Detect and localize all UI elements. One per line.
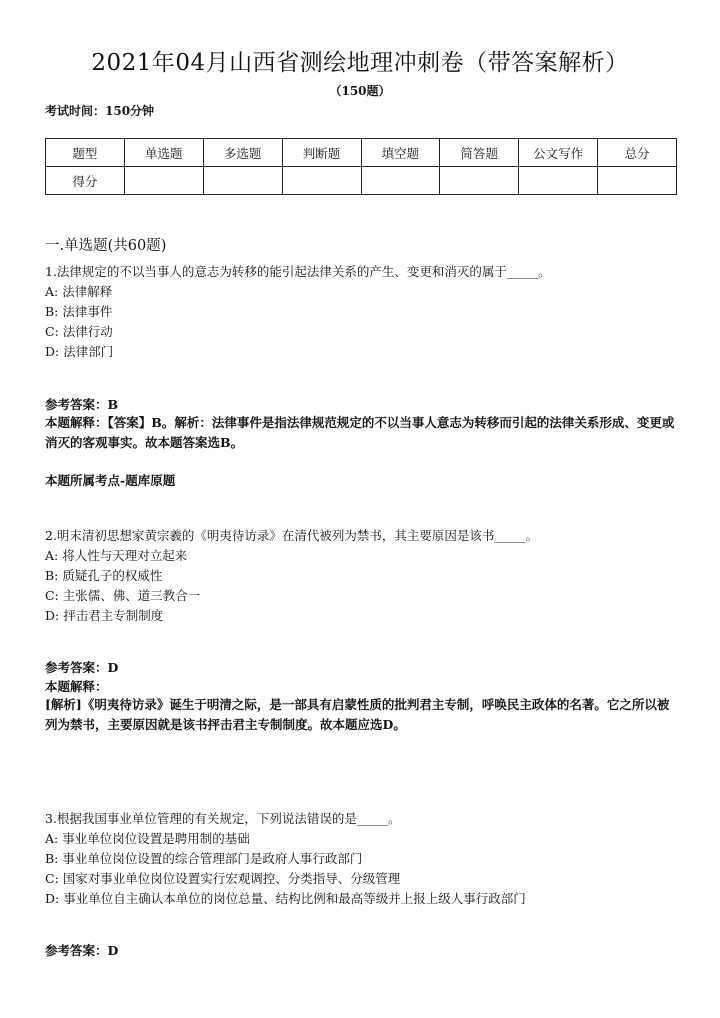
score-cell xyxy=(519,167,598,195)
option-b: B: 法律事件 xyxy=(45,304,113,319)
score-cell xyxy=(361,167,440,195)
score-table xyxy=(45,138,677,195)
option-b: B: 事业单位岗位设置的综合管理部门是政府人事行政部门 xyxy=(45,851,363,866)
option-a: A: 事业单位岗位设置是聘用制的基础 xyxy=(45,831,250,846)
question-stem: 1.法律规定的不以当事人的意志为转移的能引起法律关系的产生、变更和消灭的属于_____。 xyxy=(45,264,551,279)
question-stem: 2.明末清初思想家黄宗羲的《明夷待访录》在清代被列为禁书，其主要原因是该书_____。 xyxy=(45,528,539,543)
option-d: D: 事业单位自主确认本单位的岗位总量、结构比例和最高等级并上报上级人事行政部门 xyxy=(45,891,526,906)
source-1: 本题所属考点-题库原题 xyxy=(45,473,176,488)
question-2 xyxy=(45,526,677,626)
page-title: 2021年04月山西省测绘地理冲刺卷（带答案解析） xyxy=(91,50,629,76)
score-cell xyxy=(598,167,677,195)
score-cell xyxy=(124,167,203,195)
explanation-label-2: 本题解释： xyxy=(45,679,108,694)
option-a: A: 法律解释 xyxy=(45,284,113,299)
score-header-cell: 多选题 xyxy=(203,139,282,167)
score-header-cell: 单选题 xyxy=(124,139,203,167)
answer-1: 参考答案：B xyxy=(45,397,119,412)
question-1 xyxy=(45,262,677,362)
option-c: C: 国家对事业单位岗位设置实行宏观调控、分类指导、分级管理 xyxy=(45,871,401,886)
question-count: （150题） xyxy=(329,84,391,98)
score-cell xyxy=(440,167,519,195)
score-cell xyxy=(282,167,361,195)
answer-2: 参考答案：D xyxy=(45,660,119,675)
score-table-header-row xyxy=(46,139,677,167)
option-d: D: 法律部门 xyxy=(45,344,114,359)
score-header-cell: 公文写作 xyxy=(519,139,598,167)
option-a: A: 将人性与天理对立起来 xyxy=(45,548,188,563)
exam-time: 考试时间：150分钟 xyxy=(45,104,155,118)
score-row-label: 得分 xyxy=(46,167,125,195)
explanation-1: 本题解释：【答案】B。解析：法律事件是指法律规范规定的不以当事人意志为转移而引起的法律关系形成、变更或消灭的客观事实。故本题答案选B。 xyxy=(45,415,675,450)
score-header-cell: 总分 xyxy=(598,139,677,167)
score-cell xyxy=(203,167,282,195)
score-table-score-row xyxy=(46,167,677,195)
option-c: C: 法律行动 xyxy=(45,324,113,339)
section-title: 一.单选题(共60题) xyxy=(45,238,167,254)
score-header-cell: 填空题 xyxy=(361,139,440,167)
option-c: C: 主张儒、佛、道三教合一 xyxy=(45,588,201,603)
score-header-cell: 判断题 xyxy=(282,139,361,167)
explanation-2: [解析]《明夷待访录》诞生于明清之际，是一部具有启蒙性质的批判君主专制，呼唤民主政体的名著。它之所以被列为禁书，主要原因就是该书抨击君主专制制度。故本题应选D。 xyxy=(45,697,670,732)
answer-3: 参考答案：D xyxy=(45,943,119,958)
option-d: D: 抨击君主专制制度 xyxy=(45,608,164,623)
question-stem: 3.根据我国事业单位管理的有关规定，下列说法错误的是_____。 xyxy=(45,811,401,826)
option-b: B: 质疑孔子的权威性 xyxy=(45,568,163,583)
score-header-cell: 题型 xyxy=(46,139,125,167)
score-header-cell: 简答题 xyxy=(440,139,519,167)
question-3 xyxy=(45,809,677,909)
